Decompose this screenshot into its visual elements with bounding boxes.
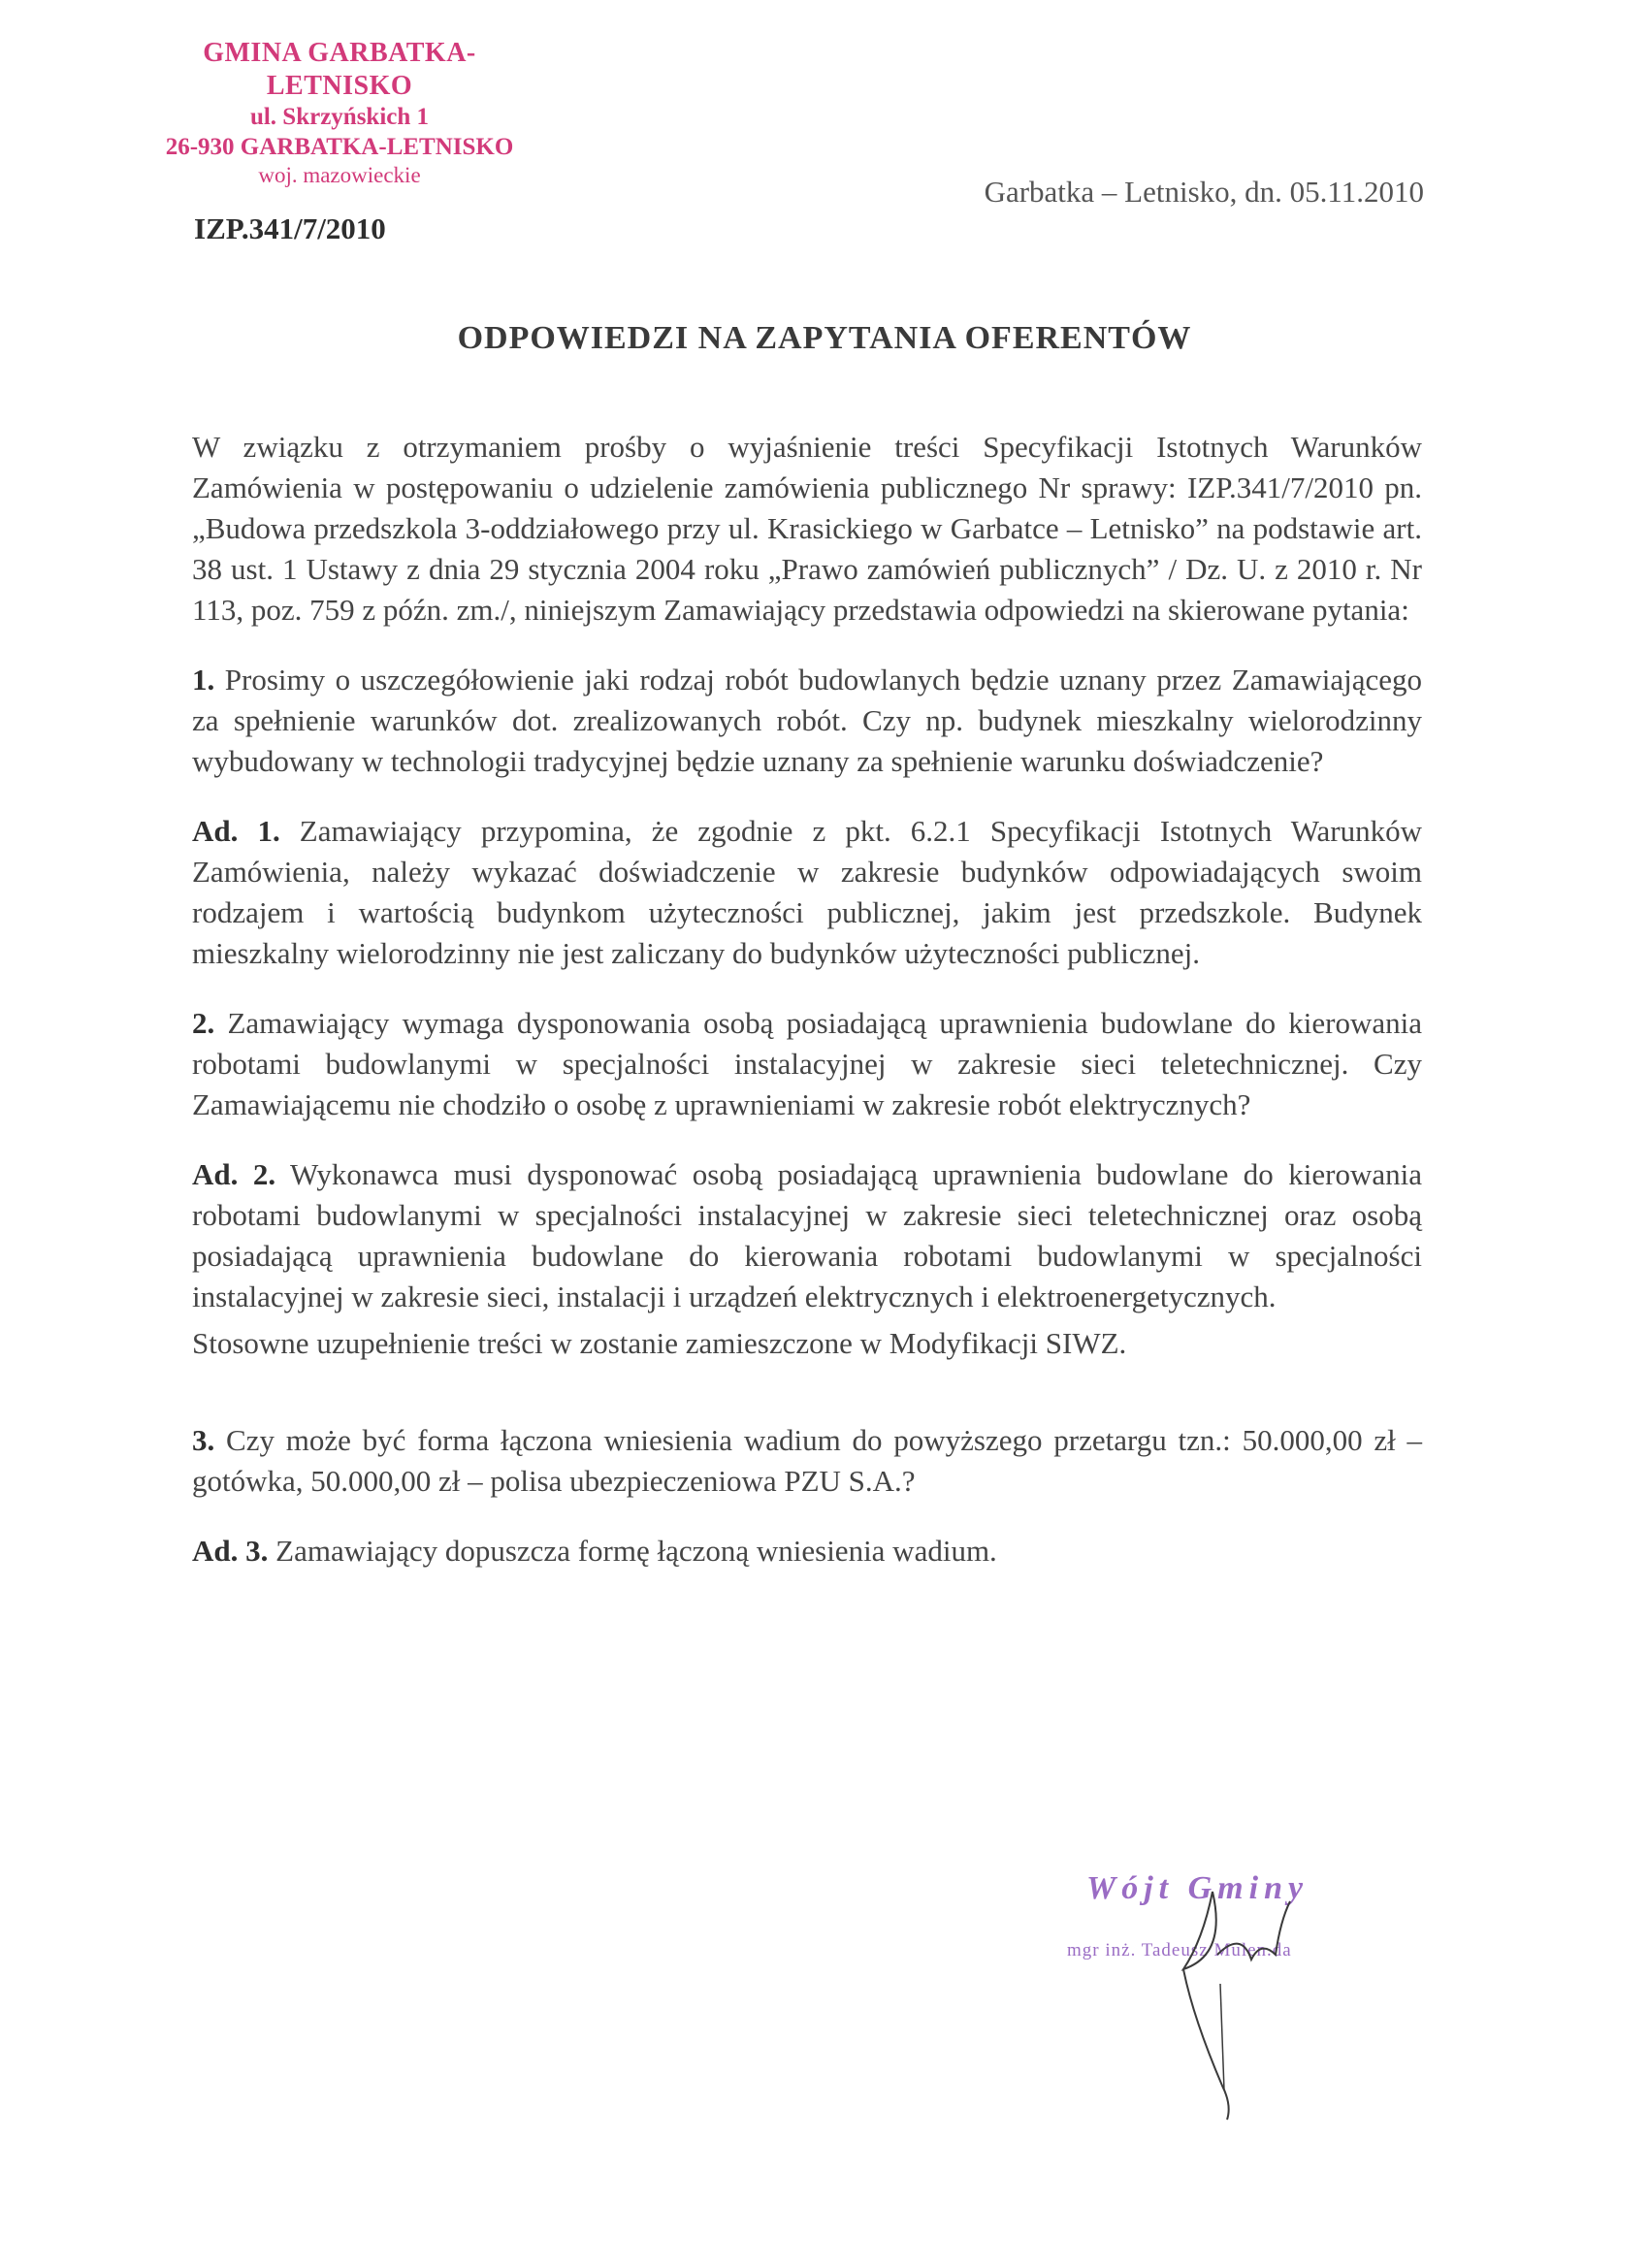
stamp-line-1: GMINA GARBATKA-LETNISKO — [203, 38, 476, 102]
signature-name: mgr inż. Tadeusz Mulen.da — [1067, 1940, 1292, 1960]
place-and-date: Garbatka – Letnisko, dn. 05.11.2010 — [984, 175, 1424, 209]
answer-2-extra: Stosowne uzupełnienie treści w zostanie zamieszczone w Modyfikacji SIWZ. — [192, 1326, 1127, 1360]
answer-1 — [192, 811, 1422, 974]
answer-1-label: Ad. 1. — [192, 814, 280, 848]
answer-2 — [192, 1154, 1422, 1317]
question-2 — [192, 1003, 1422, 1125]
question-2-label: 2. — [192, 1006, 215, 1040]
answer-2-text: Wykonawca musi dysponować osobą posiadającą uprawnienia budowlane do kierowania robotami budowlanymi w specjalności instalacyjnej w zakresie sieci teletechnicznej oraz osobą posiadającą uprawnienia budowlane do kierowania robotami budowlanymi w specjalności instalacyjnej w zakresie sieci, instalacji i urządzeń elektrycznych i elektroenergetycznych. — [192, 1157, 1422, 1313]
stamp-line-2: ul. Skrzyńskich 1 — [249, 104, 430, 131]
answer-2-label: Ad. 2. — [192, 1157, 276, 1191]
document-title: ODPOWIEDZI NA ZAPYTANIA OFERENTÓW — [457, 320, 1192, 356]
stamp-line-4: woj. mazowieckie — [258, 163, 421, 188]
question-3-text: Czy może być forma łączona wniesienia wadium do powyższego przetargu tzn.: 50.000,00 zł – gotówka, 50.000,00 zł – polisa ubezpieczeniowa PZU S.A.? — [192, 1423, 1423, 1498]
answer-3 — [192, 1531, 1422, 1571]
question-2-text: Zamawiający wymaga dysponowania osobą posiadającą uprawnienia budowlane do kierowania robotami budowlanymi w specjalności instalacyjnej w zakresie sieci teletechnicznej. Czy Zamawiającemu nie chodziło o osobę z uprawnieniami w zakresie robót elektrycznych? — [192, 1006, 1422, 1121]
question-1-label: 1. — [192, 663, 215, 697]
question-3 — [192, 1420, 1422, 1502]
answer-1-text: Zamawiający przypomina, że zgodnie z pkt. 6.2.1 Specyfikacji Istotnych Warunków Zamówienia, należy wykazać doświadczenie w zakresie budynków odpowiadających swoim rodzajem i wartością budynkom użyteczności publicznej, jakim jest przedszkole. Budynek mieszkalny wielorodzinny nie jest zaliczany do budynków użyteczności publicznej. — [192, 814, 1422, 970]
question-3-label: 3. — [192, 1423, 215, 1457]
question-1-text: Prosimy o uszczegółowienie jaki rodzaj robót budowlanych będzie uznany przez Zamawiającego za spełnienie warunków dot. zrealizowanych robót. Czy np. budynek mieszkalny wielorodzinny wybudowany w technologii tradycyjnej będzie uznany za spełnienie warunku doświadczenie? — [192, 663, 1422, 778]
signature-block — [1057, 1863, 1406, 2134]
signature-title: Wójt Gminy — [1086, 1870, 1310, 1906]
answer-3-label: Ad. 3. — [192, 1534, 269, 1568]
stamp-line-3: 26-930 GARBATKA-LETNISKO — [165, 133, 514, 160]
reference-number: IZP.341/7/2010 — [194, 211, 386, 245]
handwritten-signature — [1057, 1863, 1406, 2134]
answer-3-text: Zamawiający dopuszcza formę łączoną wniesienia wadium. — [275, 1534, 997, 1568]
question-1 — [192, 660, 1422, 782]
intro-paragraph: W związku z otrzymaniem prośby o wyjaśnienie treści Specyfikacji Istotnych Warunków Zamówienia w postępowaniu o udzielenie zamówienia publicznego Nr sprawy: IZP.341/7/2010 pn. „Budowa przedszkola 3-oddziałowego przy ul. Krasickiego w Garbatce – Letnisko” na podstawie art. 38 ust. 1 Ustawy z dnia 29 stycznia 2004 roku „Prawo zamówień publicznych” / Dz. U. z 2010 r. Nr 113, poz. 759 z późn. zm./, niniejszym Zamawiający przedstawia odpowiedzi na skierowane pytania: — [192, 430, 1422, 627]
document-body — [192, 427, 1422, 1601]
municipality-stamp — [146, 37, 534, 189]
